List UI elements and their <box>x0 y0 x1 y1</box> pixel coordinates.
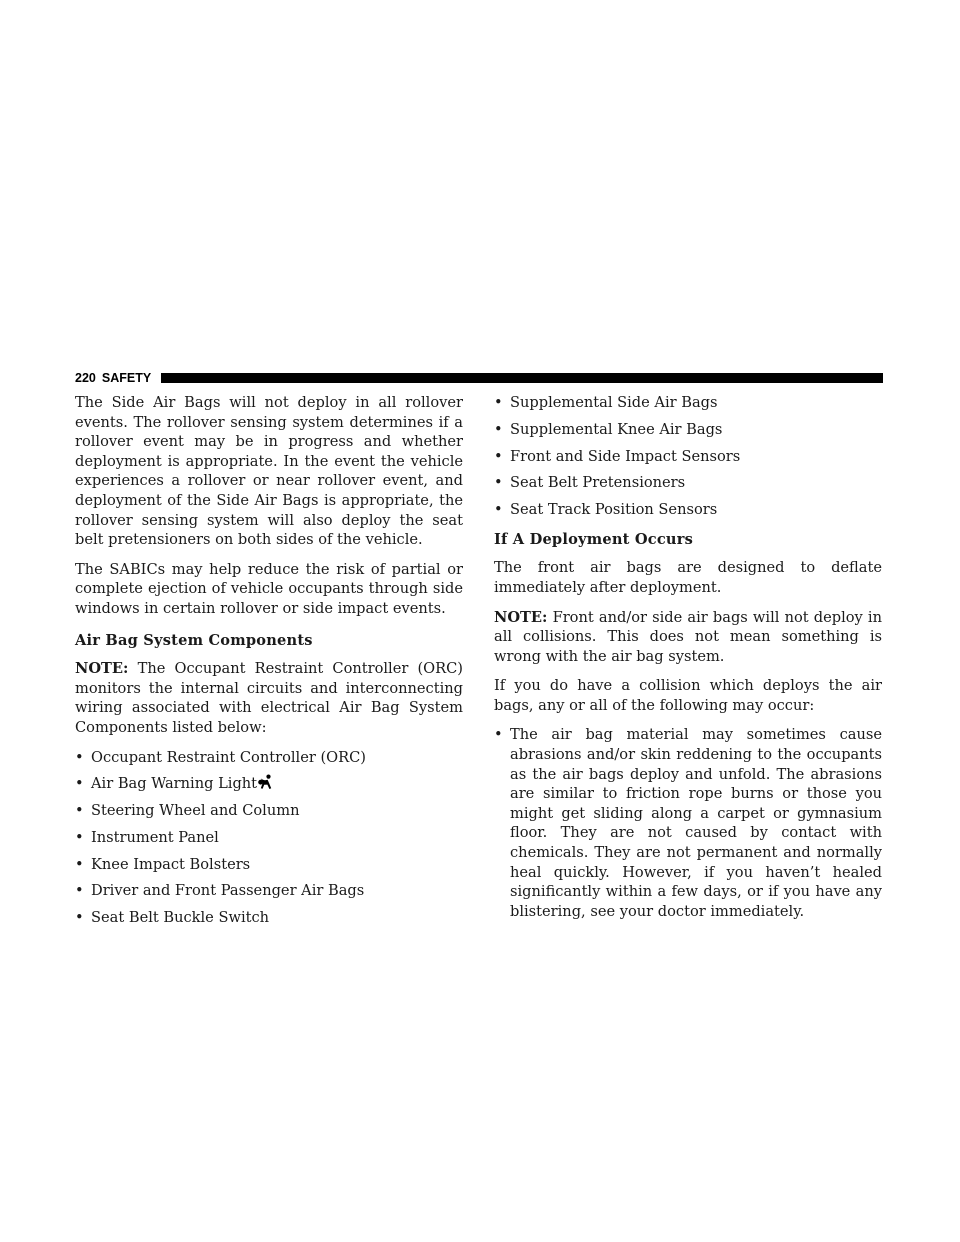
left-column <box>75 393 463 935</box>
list-item: • Supplemental Knee Air Bags <box>494 420 882 440</box>
deployment-note <box>494 608 882 667</box>
deployment-heading: If A Deployment Occurs <box>494 530 694 548</box>
page-header <box>75 371 883 385</box>
note-label: NOTE: <box>75 660 129 678</box>
airbag-warning-icon <box>258 774 272 790</box>
rollover-paragraph: The Side Air Bags will not deploy in all rollover events. The rollover sensing system determines if a rollover event may be in progress and whether deployment is appropriate. In the event the vehicle experiences a rollover or near rollover event, and deployment of the Side Air Bags is appropriate, the rollover sensing system will also deploy the seat belt pretensioners on both sides of the vehicle. <box>75 394 463 549</box>
page-number: 220 <box>75 371 96 385</box>
list-item: • Driver and Front Passenger Air Bags <box>75 881 463 901</box>
list-item: • Knee Impact Bolsters <box>75 855 463 875</box>
list-item: • Seat Track Position Sensors <box>494 500 882 520</box>
components-list <box>75 748 463 928</box>
note-text: The Occupant Restraint Controller (ORC) monitors the internal circuits and interconnecting wiring associated with electrical Air Bag System Components listed below: <box>75 660 463 736</box>
deflate-paragraph: The front air bags are designed to deflate immediately after deployment. <box>494 559 882 596</box>
list-item: • Supplemental Side Air Bags <box>494 393 882 413</box>
note-label: NOTE: <box>494 608 548 626</box>
list-item: • Seat Belt Buckle Switch <box>75 908 463 928</box>
list-item: • Steering Wheel and Column <box>75 801 463 821</box>
right-column <box>494 393 882 929</box>
list-item: • Air Bag Warning Light <box>75 774 463 794</box>
list-item: • Occupant Restraint Controller (ORC) <box>75 748 463 768</box>
header-rule <box>161 373 883 383</box>
list-item: • Front and Side Impact Sensors <box>494 447 882 467</box>
list-item: • The air bag material may sometimes cause abrasions and/or skin reddening to the occupants as the air bags deploy and unfold. The abrasions are similar to friction rope burns or those you might get sliding along a carpet or gymnasium floor. They are not caused by contact with chemicals. They are not permanent and normally heal quickly. However, if you haven’t healed significantly within a few days, or if you have any blistering, see your doctor immediately. <box>494 725 882 921</box>
collision-paragraph: If you do have a collision which deploys the air bags, any or all of the following may occur: <box>494 677 882 714</box>
components-list-continued <box>494 393 882 520</box>
components-heading: Air Bag System Components <box>75 631 313 649</box>
section-title: SAFETY <box>101 371 152 385</box>
effects-list <box>494 725 882 921</box>
components-note <box>75 659 463 737</box>
list-item: • Seat Belt Pretensioners <box>494 473 882 493</box>
list-item: • Instrument Panel <box>75 828 463 848</box>
note-text: Front and/or side air bags will not deploy in all collisions. This does not mean something is wrong with the air bag system. <box>494 608 882 665</box>
sabic-paragraph: The SABICs may help reduce the risk of partial or complete ejection of vehicle occupants through side windows in certain rollover or side impact events. <box>75 560 463 617</box>
